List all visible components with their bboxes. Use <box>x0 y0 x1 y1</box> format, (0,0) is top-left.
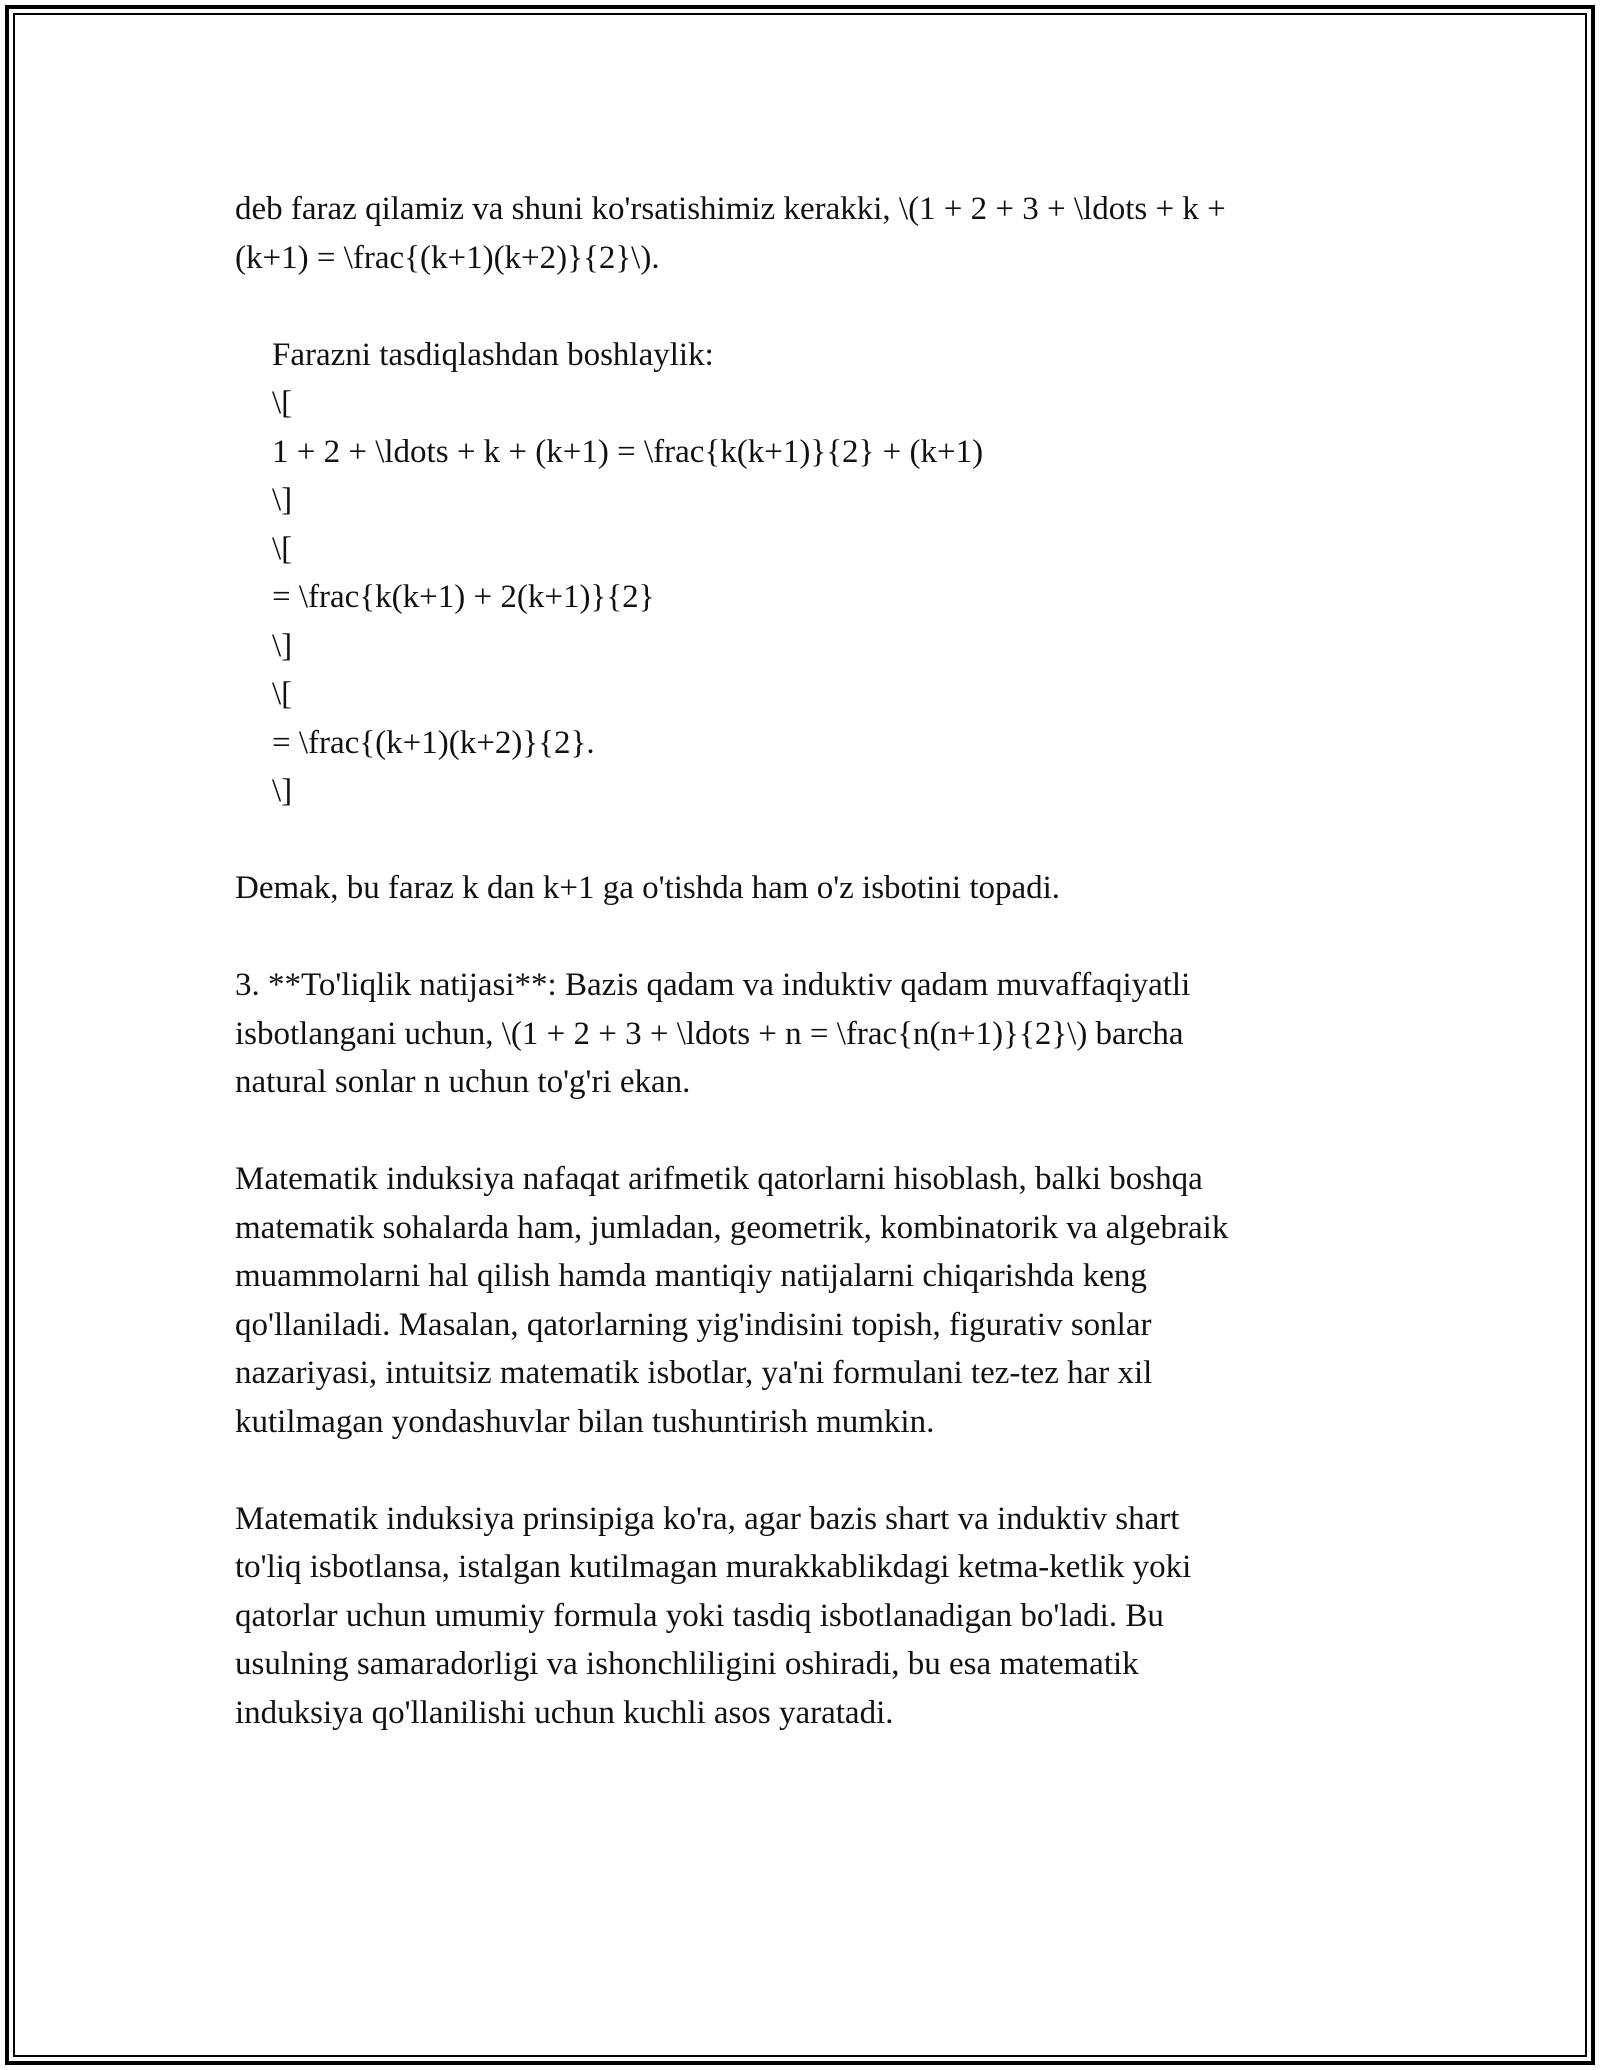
item3-line: natural sonlar n uchun to'g'ri ekan. <box>235 1064 691 1100</box>
blank-line <box>235 282 1365 331</box>
proof-line: \] <box>272 773 293 809</box>
paragraph-line: muammolarni hal qilish hamda mantiqiy natijalarni chiqarishda keng <box>235 1258 1147 1294</box>
proof-line: \] <box>272 627 293 664</box>
proof-line: = \frac{(k+1)(k+2)}{2}. <box>272 724 595 761</box>
paragraph-line: to'liq isbotlansa, istalgan kutilmagan murakkablikdagi ketma-ketlik yoki <box>235 1549 1192 1585</box>
text-line: (k+1) = \frac{(k+1)(k+2)}{2}\). <box>235 239 660 276</box>
paragraph-line: qatorlar uchun umumiy formula yoki tasdiq isbotlanadigan bo'ladi. Bu <box>235 1597 1164 1634</box>
conclusion-line: Demak, bu faraz k dan k+1 ga o'tishda ham o'z isbotini topadi. <box>235 870 1061 906</box>
paragraph-line: kutilmagan yondashuvlar bilan tushuntirish mumkin. <box>235 1403 935 1440</box>
proof-line: \[ <box>272 385 293 421</box>
document-body <box>235 185 1365 1737</box>
proof-line: = \frac{k(k+1) + 2(k+1)}{2} <box>272 579 655 615</box>
proof-line: \[ <box>272 676 293 712</box>
blank-line <box>235 816 1365 865</box>
proof-line: \] <box>272 482 293 518</box>
paragraph-line: qo'llaniladi. Masalan, qatorlarning yig'indisini topish, figurativ sonlar <box>235 1306 1152 1343</box>
paragraph-line: Matematik induksiya nafaqat arifmetik qatorlarni hisoblash, balki boshqa <box>235 1161 1203 1197</box>
proof-line: 1 + 2 + \ldots + k + (k+1) = \frac{k(k+1)}{2} + (k+1) <box>272 433 984 470</box>
item3-line: 3. **To'liqlik natijasi**: Bazis qadam va induktiv qadam muvaffaqiyatli <box>235 967 1191 1003</box>
paragraph-line: induksiya qo'llanilishi uchun kuchli asos yaratadi. <box>235 1694 894 1731</box>
blank-line <box>235 1107 1365 1156</box>
blank-line <box>235 913 1365 962</box>
proof-line: \[ <box>272 530 293 567</box>
blank-line <box>235 1446 1365 1495</box>
proof-line: Farazni tasdiqlashdan boshlaylik: <box>272 336 714 373</box>
item3-line: isbotlangani uchun, \(1 + 2 + 3 + \ldots + n = \frac{n(n+1)}{2}\) barcha <box>235 1015 1184 1052</box>
paragraph-line: usulning samaradorligi va ishonchliligini oshiradi, bu esa matematik <box>235 1646 1139 1682</box>
paragraph-line: Matematik induksiya prinsipiga ko'ra, agar bazis shart va induktiv shart <box>235 1500 1180 1537</box>
paragraph-line: nazariyasi, intuitsiz matematik isbotlar, ya'ni formulani tez-tez har xil <box>235 1355 1153 1391</box>
text-line: deb faraz qilamiz va shuni ko'rsatishimiz kerakki, \(1 + 2 + 3 + \ldots + k + <box>235 191 1226 227</box>
paragraph-line: matematik sohalarda ham, jumladan, geometrik, kombinatorik va algebraik <box>235 1209 1229 1246</box>
